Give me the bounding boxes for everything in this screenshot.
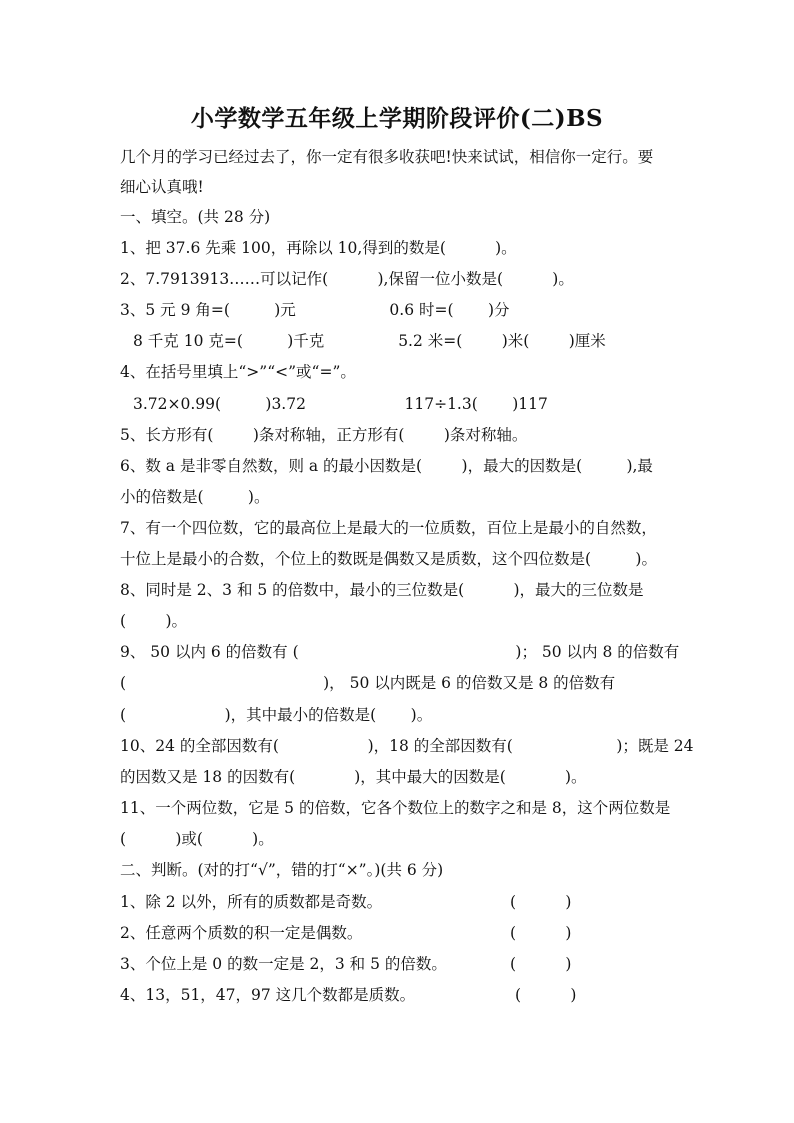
judge-item-3: 3、个位上是 0 的数一定是 2，3 和 5 的倍数。: [120, 955, 447, 973]
judge-item-1: 1、除 2 以外，所有的质数都是奇数。: [120, 893, 383, 911]
question-7-line-1: 7、有一个四位数，它的最高位上是最大的一位质数，百位上是最小的自然数，: [120, 519, 657, 537]
question-2: 2、7.7913913……可以记作( ),保留一位小数是( )。: [120, 270, 574, 288]
judge-item-4-paren: ( ): [515, 986, 577, 1004]
question-3-line-2: 8 千克 10 克=( )千克 5.2 米=( )米( )厘米: [133, 332, 606, 350]
question-11-line-2: ( )或( )。: [120, 830, 274, 848]
section-2-heading: 二、判断。(对的打“√”，错的打“×”。)(共 6 分): [120, 861, 444, 879]
question-4-compare: 3.72×0.99( )3.72 117÷1.3( )117: [133, 395, 548, 413]
question-9-line-3: ( )，其中最小的倍数是( )。: [120, 706, 433, 724]
page-title: 小学数学五年级上学期阶段评价(二)BS: [190, 105, 604, 132]
judge-item-4: 4、13，51，47，97 这几个数都是质数。: [120, 986, 416, 1004]
judge-item-2-paren: ( ): [510, 924, 572, 942]
judge-item-3-paren: ( ): [510, 955, 572, 973]
question-10-line-2: 的因数又是 18 的因数有( )，其中最大的因数是( )。: [120, 768, 587, 786]
question-6-line-2: 小的倍数是( )。: [120, 488, 270, 506]
question-7-line-2: 十位上是最小的合数，个位上的数既是偶数又是质数，这个四位数是( )。: [120, 550, 657, 568]
judge-item-1-paren: ( ): [510, 893, 572, 911]
judge-item-2: 2、任意两个质数的积一定是偶数。: [120, 924, 363, 942]
question-9-line-2: ( )， 50 以内既是 6 的倍数又是 8 的倍数有: [120, 674, 616, 692]
intro-line-1: 几个月的学习已经过去了，你一定有很多收获吧!快来试试，相信你一定行。要: [120, 148, 654, 166]
question-5: 5、长方形有( )条对称轴，正方形有( )条对称轴。: [120, 426, 528, 444]
question-3-line-1: 3、5 元 9 角=( )元 0.6 时=( )分: [120, 301, 510, 319]
question-11-line-1: 11、一个两位数，它是 5 的倍数，它各个数位上的数字之和是 8，这个两位数是: [120, 799, 671, 817]
question-10-line-1: 10、24 的全部因数有( )，18 的全部因数有( )；既是 24: [120, 737, 694, 755]
question-6-line-1: 6、数 a 是非零自然数，则 a 的最小因数是( )，最大的因数是( ),最: [120, 457, 653, 475]
question-8-line-2: ( )。: [120, 612, 188, 630]
section-1-heading: 一、填空。(共 28 分): [120, 208, 271, 226]
question-8-line-1: 8、同时是 2、3 和 5 的倍数中，最小的三位数是( )，最大的三位数是: [120, 581, 644, 599]
question-4: 4、在括号里填上“>”“<”或“=”。: [120, 363, 356, 381]
question-1: 1、把 37.6 先乘 100，再除以 10,得到的数是( )。: [120, 239, 517, 257]
intro-line-2: 细心认真哦!: [120, 178, 204, 196]
question-9-line-1: 9、 50 以内 6 的倍数有 ( )； 50 以内 8 的倍数有: [120, 643, 680, 661]
